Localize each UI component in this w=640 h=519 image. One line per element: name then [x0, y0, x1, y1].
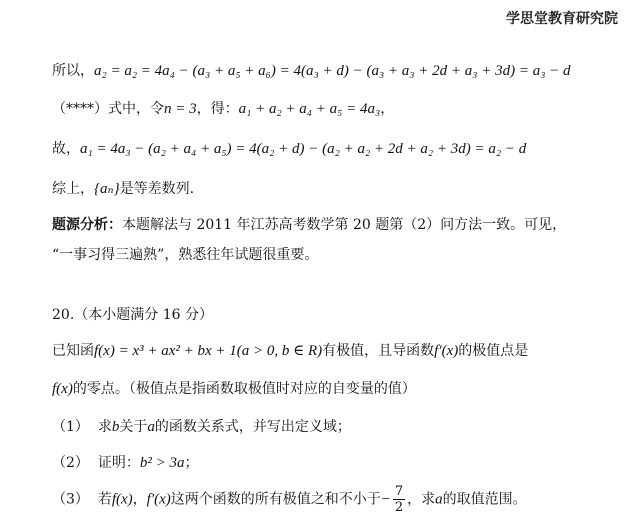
subquestion-1-middle: 关于: [119, 419, 148, 435]
subquestion-1-prefix: 求: [97, 419, 112, 435]
line-2: [52, 98, 620, 118]
subquestion-1: [52, 416, 620, 436]
line-1: [52, 60, 620, 80]
line-9-suffix: 的零点。（极值点是指函数取极值时对应的自变量的值）: [72, 381, 416, 397]
line-3: [52, 138, 620, 158]
fraction-denominator: 2: [394, 500, 404, 515]
line-3-prefix: 故，: [52, 141, 80, 157]
line-4-suffix: 是等差数列.: [119, 181, 195, 197]
subquestion-2-formula: b² > 3a: [139, 455, 185, 471]
subquestion-1-var-b: b: [111, 419, 120, 435]
subquestion-2-prefix: 证明：: [97, 455, 140, 471]
line-2-formula-mid: n = 3: [164, 101, 197, 117]
line-8-middle: 有极值，且导函数: [322, 343, 435, 359]
line-6: [52, 244, 620, 264]
subquestion-3-num: （3）: [52, 491, 89, 508]
subquestion-1-suffix: 的函数关系式，并写出定义域；: [154, 419, 351, 435]
subquestion-3-formula2: f′(x): [146, 491, 171, 508]
line-2-prefix: （****）式中，令: [52, 101, 164, 117]
line-4: [52, 178, 620, 198]
line-9-formula: f(x): [52, 381, 73, 397]
subquestion-2-suffix: ；: [184, 455, 199, 471]
fraction-numerator: 7: [394, 484, 404, 499]
problem-heading-text: 20.（本小题满分 16 分）: [52, 307, 213, 323]
line-2-formula: a₁ + a₂ + a₄ + a₅ = 4a₃: [238, 101, 381, 117]
analysis-label: 题源分析：: [52, 217, 122, 233]
line-9: [52, 378, 620, 398]
subquestion-3-sep: ，: [132, 491, 147, 508]
subquestion-3-var-a: a: [435, 491, 443, 508]
line-4-formula: {aₙ}: [94, 181, 120, 197]
line-5: [52, 214, 620, 234]
subquestion-3-prefix: 若: [97, 491, 112, 508]
line-8-formula: f(x) = x³ + ax² + bx + 1(a > 0, b ∈ R): [94, 343, 323, 359]
subquestion-3: [52, 484, 620, 515]
line-8-suffix: 的极值点是: [458, 343, 529, 359]
line-5-text: 本题解法与 2011 年江苏高考数学第 20 题第（2）问方法一致。可见，: [122, 217, 567, 233]
subquestion-2-num: （2）: [52, 455, 89, 471]
fraction-seven-halves: [393, 484, 405, 515]
subquestion-3-formula: f(x): [111, 491, 133, 508]
line-4-prefix: 综上，: [52, 181, 94, 197]
subquestion-3-middle: 这两个函数的所有极值之和不小于: [170, 491, 381, 508]
line-6-text: “一事习得三遍熟”，熟悉往年试题很重要。: [52, 247, 319, 263]
line-1-formula: a₂ = a₂ = 4a₄ − (a₃ + a₅ + a₆) = 4(a₃ + d) − (a₃ + a₃ + 2d + a₃ + 3d) = a₃ − d: [94, 63, 571, 79]
problem-heading: [52, 304, 620, 324]
line-8-formula2: f′(x): [434, 343, 459, 359]
header-title: 学思堂教育研究院: [506, 11, 618, 27]
subquestion-3-minus: −: [380, 491, 391, 508]
subquestion-1-num: （1）: [52, 419, 89, 435]
line-2-middle: ，得：: [196, 101, 239, 117]
subquestion-1-var-a: a: [147, 419, 155, 435]
subquestion-3-suffix: 的取值范围。: [442, 491, 527, 508]
line-8-prefix: 已知函: [52, 343, 94, 359]
subquestion-2: [52, 452, 620, 472]
line-1-prefix: 所以，: [52, 63, 94, 79]
line-3-formula: a₁ = 4a₃ − (a₂ + a₄ + a₅) = 4(a₂ + d) − (a₂ + a₂ + 2d + a₂ + 3d) = a₂ − d: [80, 141, 527, 157]
line-8: [52, 340, 620, 360]
subquestion-3-middle2: ，求: [407, 491, 436, 508]
line-2-suffix: ，: [380, 101, 395, 117]
